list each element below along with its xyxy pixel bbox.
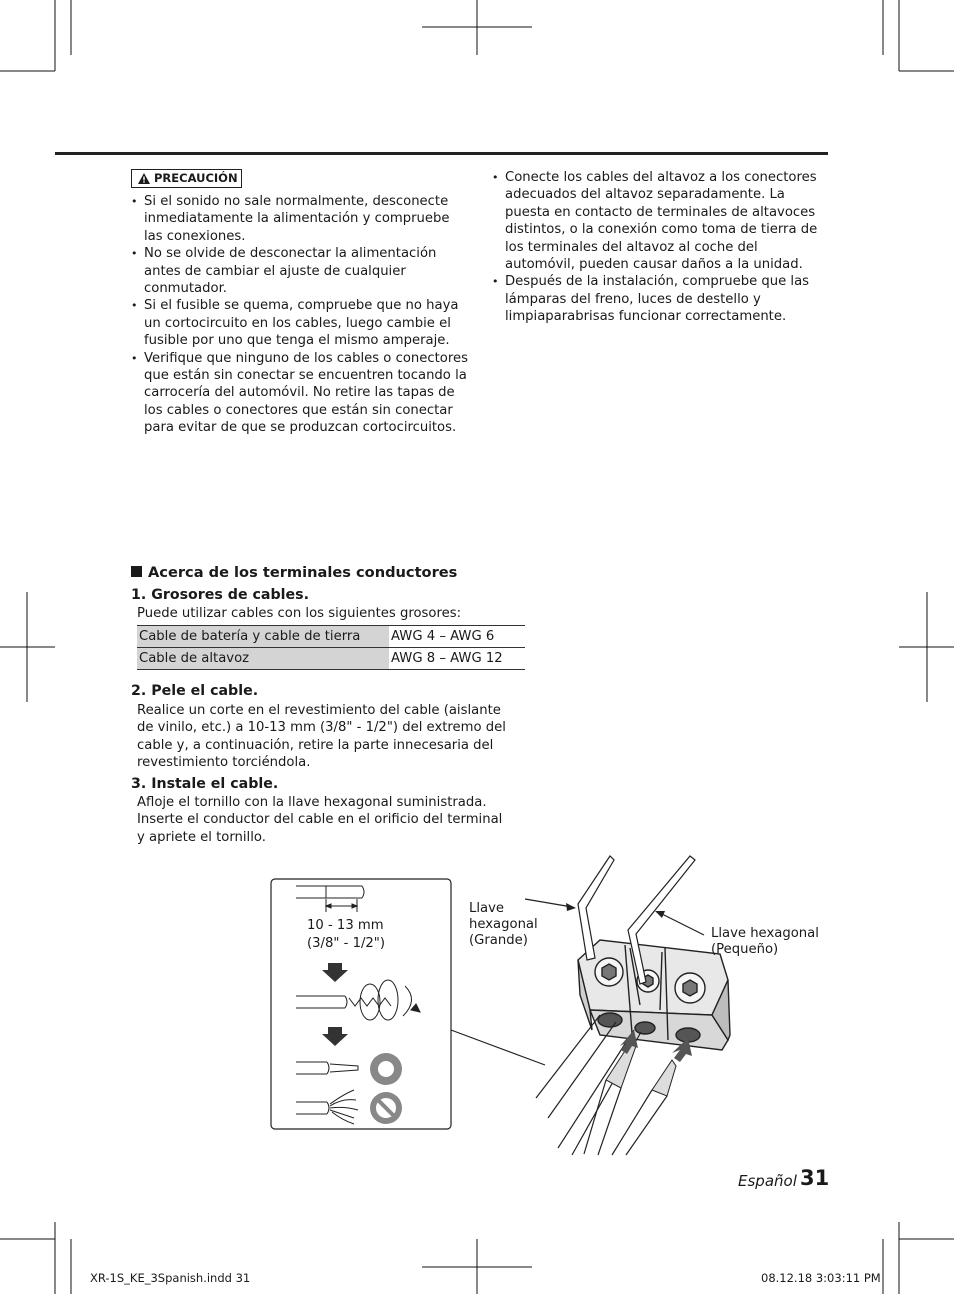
section-title: Acerca de los terminales conductores bbox=[131, 564, 457, 581]
step3-text: Afloje el tornillo con la llave hexagonal suministrada. Inserte el conductor del cable en el orificio del terminal y apriete el tornillo. bbox=[137, 795, 503, 845]
label-wrench-small: Llave hexagonal (Pequeño) bbox=[711, 926, 819, 957]
table-cell: AWG 4 – AWG 6 bbox=[389, 626, 525, 648]
inset-box bbox=[271, 879, 451, 1129]
list-item: • No se olvide de desconectar la alimentación antes de cambiar el ajuste de cualquier conmutador. bbox=[131, 245, 471, 297]
slug-filename: XR-1S_KE_3Spanish.indd 31 bbox=[90, 1271, 251, 1285]
list-item: • Después de la instalación, compruebe que las lámparas del freno, luces de destello y limpiaparabrisas funcionar correctamente. bbox=[492, 273, 824, 325]
slug-timestamp: 08.12.18 3:03:11 PM bbox=[761, 1271, 881, 1285]
table-cell: AWG 8 – AWG 12 bbox=[389, 648, 525, 670]
dimension-mm: 10 - 13 mm bbox=[307, 918, 384, 933]
table-cell: Cable de altavoz bbox=[137, 648, 389, 670]
page-number: 31 bbox=[800, 1166, 830, 1190]
step1-title: 1. Grosores de cables. bbox=[131, 587, 309, 603]
step2-text: Realice un corte en el revestimiento del cable (aislante de vinilo, etc.) a 10-13 mm (3/8" - 1/2") del extremo del cable y, a continuación, retire la parte innecesaria del revestimiento torciéndola. bbox=[137, 703, 506, 771]
list-item: • Verifique que ninguno de los cables o conectores que están sin conectar se encuentren tocando la carrocería del automóvil. No retire las tapas de los cables o conectores que están sin conectar para evitar de que se produzcan cortocircuitos. bbox=[131, 350, 471, 437]
caution-text: PRECAUCIÓN bbox=[154, 171, 238, 185]
step1-text: Puede utilizar cables con los siguientes grosores: bbox=[137, 606, 462, 621]
dimension-inch: (3/8" - 1/2") bbox=[307, 936, 386, 951]
list-item: • Conecte los cables del altavoz a los conectores adecuados del altavoz separadamente. La puesta en contacto de terminales de altavoces distintos, o la conexión como toma de tierra de los terminales del altavoz al coche del automóvil, pueden causar daños a la unidad. bbox=[492, 169, 824, 273]
list-item: • Si el sonido no sale normalmente, desconecte inmediatamente la alimentación y compruebe las conexiones. bbox=[131, 193, 471, 245]
step2-title: 2. Pele el cable. bbox=[131, 683, 259, 699]
terminal-block bbox=[578, 940, 730, 1050]
table-cell: Cable de batería y cable de tierra bbox=[137, 626, 389, 648]
step3-title: 3. Instale el cable. bbox=[131, 776, 279, 792]
list-item: • Si el fusible se quema, compruebe que no haya un cortocircuito en los cables, luego cambie el fusible por uno que tenga el mismo amperaje. bbox=[131, 297, 471, 349]
page-language: Español bbox=[738, 1172, 797, 1190]
label-wrench-large: Llave hexagonal (Grande) bbox=[469, 901, 538, 948]
